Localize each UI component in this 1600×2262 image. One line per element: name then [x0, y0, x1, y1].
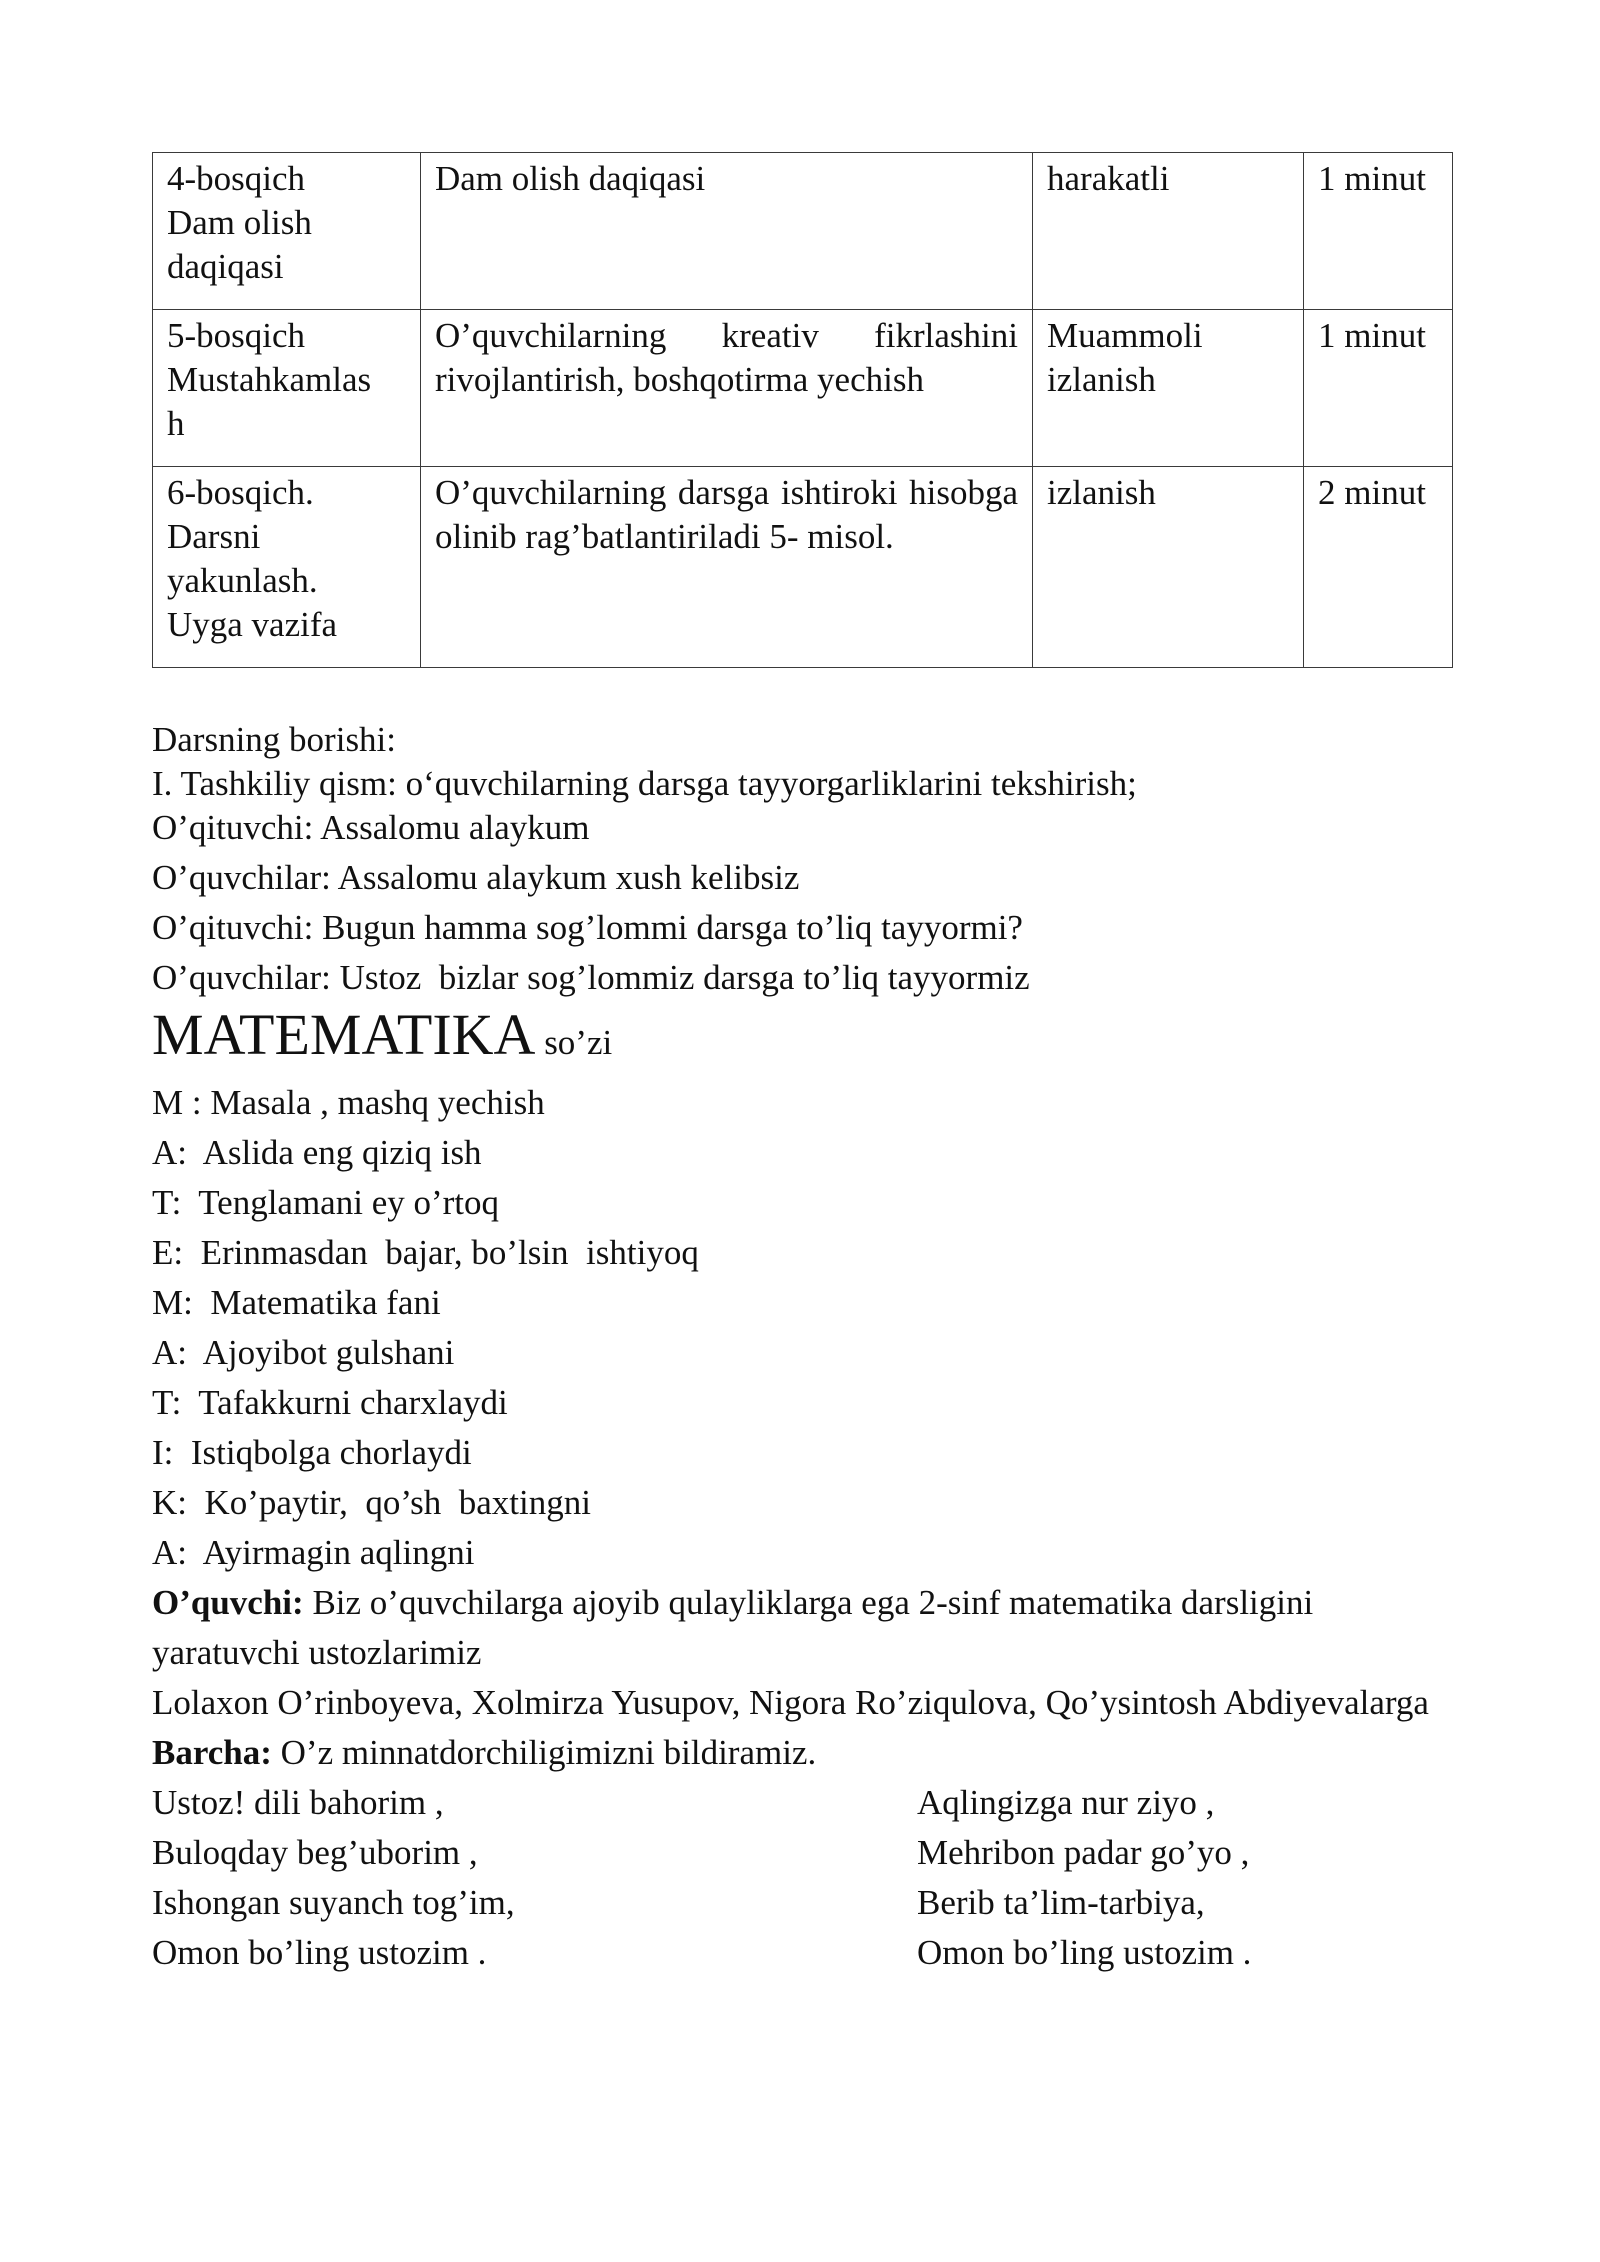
method-cell: [1033, 153, 1304, 310]
stage-cell: [153, 310, 421, 467]
dialog-line: O’qituvchi: Bugun hamma sog’lommi darsga to’liq tayyormi?: [152, 908, 1023, 947]
dialog-line: O’qituvchi: Assalomu alaykum: [152, 808, 590, 847]
stage-time: 2 minut: [1318, 473, 1426, 512]
table-row: [153, 153, 1453, 310]
acrostic-line: M: Matematika fani: [152, 1283, 441, 1322]
all-speech: [152, 1728, 1452, 1778]
acrostic-line: T: Tafakkurni charxlaydi: [152, 1383, 508, 1422]
content-cell: [421, 310, 1033, 467]
acrostic-line: A: Aslida eng qiziq ish: [152, 1133, 482, 1172]
poem-line: Omon bo’ling ustozim .: [917, 1933, 1252, 1972]
table-row: [153, 467, 1453, 668]
stage-content: Dam olish daqiqasi: [435, 159, 706, 198]
acrostic-line: E: Erinmasdan bajar, bo’lsin ishtiyoq: [152, 1233, 699, 1272]
stage-name: 4-bosqich Dam olish daqiqasi: [167, 159, 312, 286]
stage-method: izlanish: [1047, 473, 1156, 512]
acrostic-poem: [152, 1078, 1452, 1578]
poem-line: Omon bo’ling ustozim .: [152, 1933, 487, 1972]
content-cell: [421, 153, 1033, 310]
poem-right-column: [917, 1778, 1452, 1978]
stage-content: O’quvchilarning darsga ishtiroki hisobga olinib rag’batlantiriladi 5- misol.: [435, 473, 1018, 556]
acrostic-line: K: Ko’paytir, qo’sh baxtingni: [152, 1483, 591, 1522]
student-label: O’quvchi:: [152, 1583, 304, 1622]
time-cell: [1304, 467, 1453, 668]
stage-content: O’quvchilarning kreativ fikrlashini rivojlantirish, boshqotirma yechish: [435, 316, 1018, 399]
table-row: [153, 310, 1453, 467]
dialog-line: O’quvchilar: Ustoz bizlar sog’lommiz darsga to’liq tayyormiz: [152, 958, 1030, 997]
poem-left-column: [152, 1778, 917, 1978]
stage-method: harakatli: [1047, 159, 1170, 198]
organizational-part: I. Tashkiliy qism: o‘quvchilarning darsga tayyorgarliklarini tekshirish;: [152, 764, 1137, 803]
poem-line: Aqlingizga nur ziyo ,: [917, 1783, 1215, 1822]
time-cell: [1304, 153, 1453, 310]
all-text: O’z minnatdorchiligimizni bildiramiz.: [271, 1733, 817, 1772]
stage-name: 6-bosqich. Darsni yakunlash. Uyga vazifa: [167, 473, 338, 644]
acrostic-line: A: Ajoyibot gulshani: [152, 1333, 455, 1372]
teacher-poem: [152, 1778, 1452, 1978]
word-suffix: so’zi: [535, 1023, 613, 1062]
time-cell: [1304, 310, 1453, 467]
student-text: Biz o’quvchilarga ajoyib qulayliklarga ega 2-sinf matematika darsligini yaratuvchi ustozlarimiz: [152, 1583, 1314, 1672]
stage-cell: [153, 467, 421, 668]
stage-method: Muammoli izlanish: [1047, 316, 1203, 399]
method-cell: [1033, 467, 1304, 668]
poem-line: Buloqday beg’uborim ,: [152, 1833, 478, 1872]
poem-line: Ustoz! dili bahorim ,: [152, 1783, 444, 1822]
stage-time: 1 minut: [1318, 159, 1426, 198]
stage-cell: [153, 153, 421, 310]
poem-line: Berib ta’lim-tarbiya,: [917, 1883, 1205, 1922]
acrostic-line: M : Masala , mashq yechish: [152, 1083, 545, 1122]
poem-line: Ishongan suyanch tog’im,: [152, 1883, 515, 1922]
lesson-plan-page: [152, 152, 1452, 668]
dialog-line: O’quvchilar: Assalomu alaykum xush kelibsiz: [152, 858, 800, 897]
authors-list: Lolaxon O’rinboyeva, Xolmirza Yusupov, Nigora Ro’ziqulova, Qo’ysintosh Abdiyevalarga: [152, 1683, 1429, 1722]
stage-name: 5-bosqich Mustahkamlas h: [167, 316, 372, 443]
word-title: MATEMATIKA: [152, 1002, 536, 1067]
word-title-row: [152, 1002, 1452, 1076]
method-cell: [1033, 310, 1304, 467]
content-cell: [421, 467, 1033, 668]
lesson-stages-table: [152, 152, 1453, 668]
stage-time: 1 minut: [1318, 316, 1426, 355]
acrostic-line: A: Ayirmagin aqlingni: [152, 1533, 475, 1572]
student-speech: [152, 1578, 1452, 1678]
acrostic-line: I: Istiqbolga chorlaydi: [152, 1433, 472, 1472]
all-label: Barcha:: [152, 1733, 272, 1772]
lesson-body: [152, 718, 1452, 1978]
section-heading: Darsning borishi:: [152, 720, 397, 759]
acrostic-line: T: Tenglamani ey o’rtoq: [152, 1183, 500, 1222]
poem-line: Mehribon padar go’yo ,: [917, 1833, 1250, 1872]
